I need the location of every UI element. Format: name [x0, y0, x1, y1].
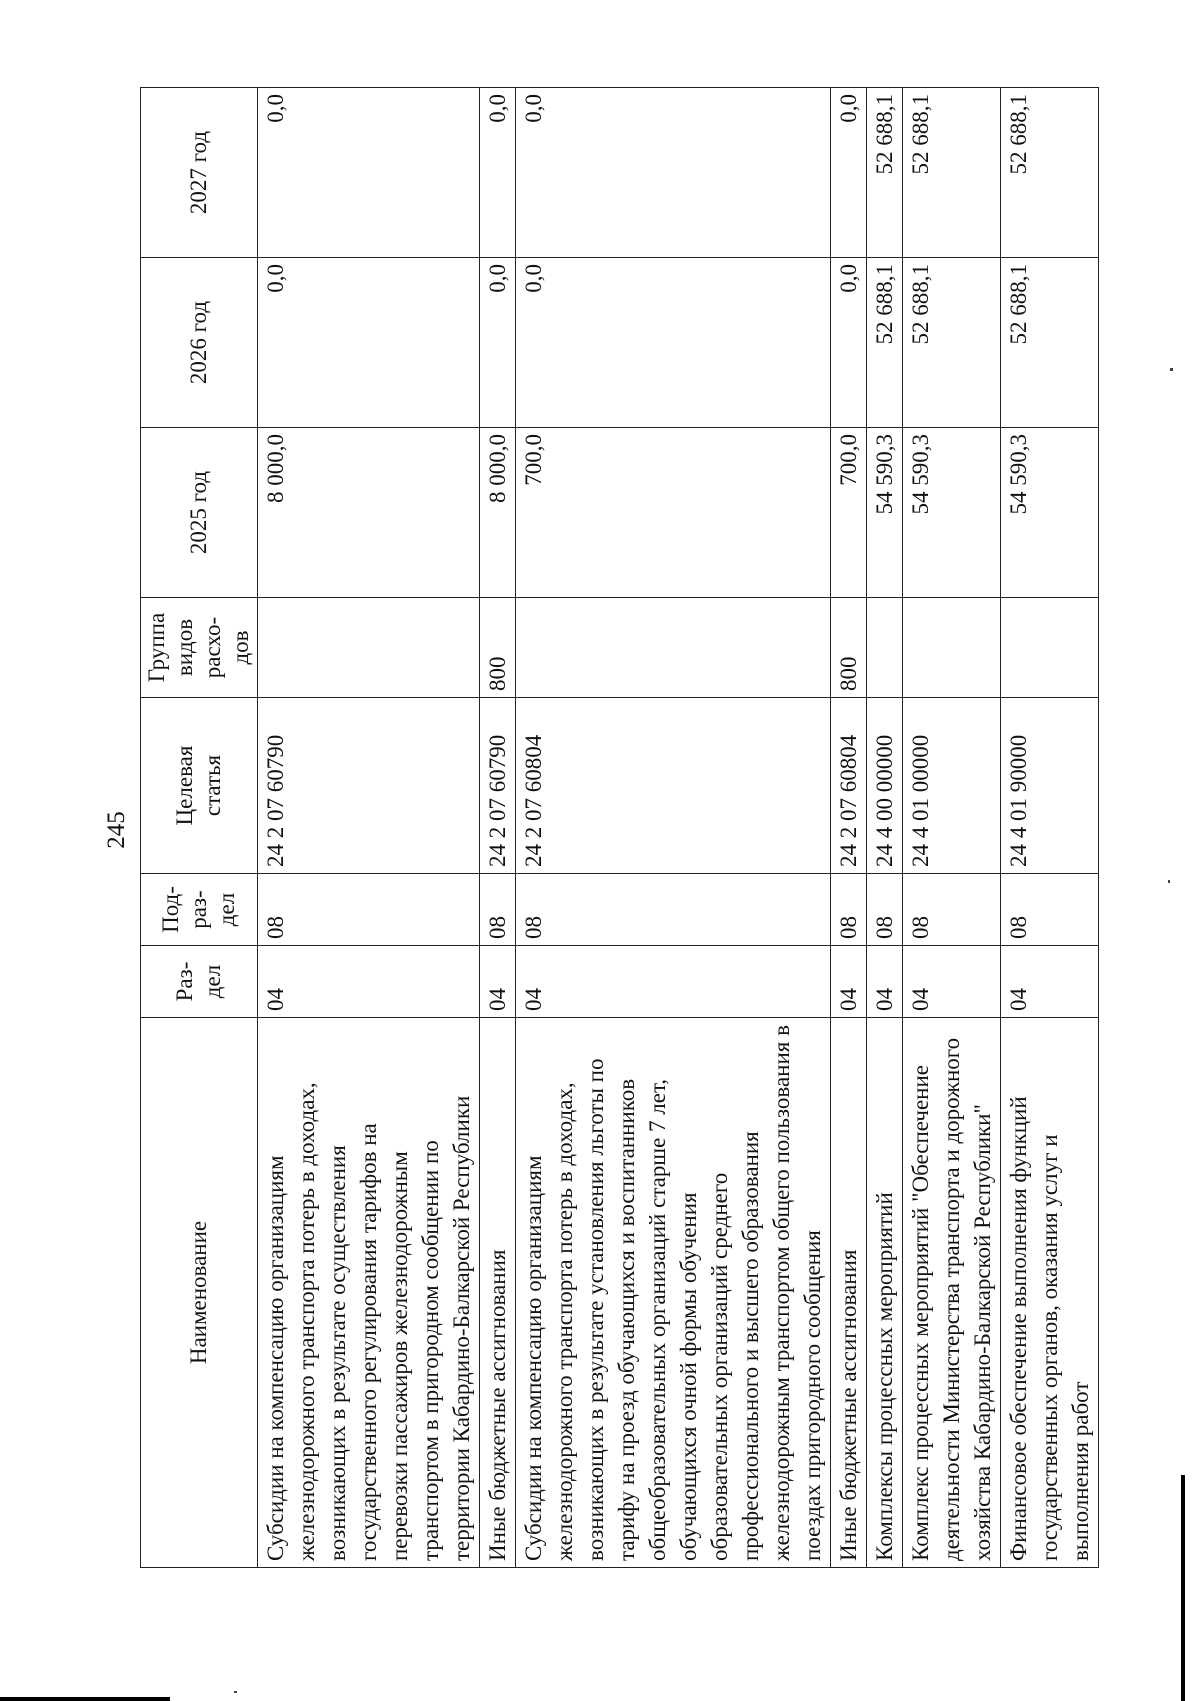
cell-group	[903, 598, 1001, 698]
table-row	[516, 88, 831, 1568]
cell-razdel: 04	[480, 946, 516, 1018]
cell-podrazdel: 08	[480, 874, 516, 946]
cell-name: Субсидии на компенсацию организациям железнодорожного транспорта потерь в доходах, возникающих в результате установления льготы по тарифу на проезд обучающихся и воспитанников общеобразовательных организаций старше 7 лет, обучающихся очной формы обучения образовательных организаций среднего профессионального и высшего образования железнодорожным транспортом общего пользования в поездах пригородного сообщения	[516, 1018, 831, 1568]
cell-podrazdel: 08	[1001, 874, 1099, 946]
header-name: Наименование	[141, 1018, 258, 1568]
cell-2027: 0,0	[258, 88, 480, 258]
cell-target: 24 4 00 00000	[867, 698, 903, 874]
budget-table	[140, 87, 1099, 1568]
cell-target: 24 4 01 00000	[903, 698, 1001, 874]
scan-speck	[1168, 880, 1170, 883]
scan-speck	[234, 1691, 237, 1693]
cell-group: 800	[831, 598, 867, 698]
cell-2025: 54 590,3	[1001, 428, 1099, 598]
header-2025: 2025 год	[141, 428, 258, 598]
page-number: 245	[103, 811, 130, 849]
cell-2027: 0,0	[516, 88, 831, 258]
cell-razdel: 04	[1001, 946, 1099, 1018]
cell-2025: 8 000,0	[258, 428, 480, 598]
header-target: Целевая статья	[141, 698, 258, 874]
cell-2026: 52 688,1	[903, 258, 1001, 428]
cell-2027: 0,0	[480, 88, 516, 258]
table-row	[258, 88, 480, 1568]
cell-2026: 52 688,1	[1001, 258, 1099, 428]
cell-target: 24 2 07 60790	[480, 698, 516, 874]
cell-name: Комплексы процессных мероприятий	[867, 1018, 903, 1568]
cell-podrazdel: 08	[516, 874, 831, 946]
cell-2025: 700,0	[831, 428, 867, 598]
cell-2026: 0,0	[480, 258, 516, 428]
cell-razdel: 04	[867, 946, 903, 1018]
cell-name: Субсидии на компенсацию организациям железнодорожного транспорта потерь в доходах, возникающих в результате осуществления государственного регулирования тарифов на перевозки пассажиров железнодорожным транспортом в пригородном сообщении по территории Кабардино-Балкарской Республики	[258, 1018, 480, 1568]
table-row	[903, 88, 1001, 1568]
cell-2025: 54 590,3	[903, 428, 1001, 598]
cell-razdel: 04	[258, 946, 480, 1018]
cell-group	[258, 598, 480, 698]
cell-name: Финансовое обеспечение выполнения функций государственных органов, оказания услуг и выполнения работ	[1001, 1018, 1099, 1568]
cell-group	[516, 598, 831, 698]
cell-2026: 0,0	[831, 258, 867, 428]
header-razdel: Раз- дел	[141, 946, 258, 1018]
cell-name: Комплекс процессных мероприятий "Обеспечение деятельности Министерства транспорта и дорожного хозяйства Кабардино-Балкарской Республики"	[903, 1018, 1001, 1568]
cell-name: Иные бюджетные ассигнования	[480, 1018, 516, 1568]
header-group: Группа видов расхо- дов	[141, 598, 258, 698]
cell-2026: 0,0	[258, 258, 480, 428]
table-row	[831, 88, 867, 1568]
scan-edge-right	[1181, 1475, 1185, 1701]
cell-podrazdel: 08	[831, 874, 867, 946]
scan-speck	[1170, 368, 1173, 371]
budget-table-container	[140, 88, 1093, 1568]
cell-name: Иные бюджетные ассигнования	[831, 1018, 867, 1568]
cell-2026: 0,0	[516, 258, 831, 428]
cell-2027: 52 688,1	[903, 88, 1001, 258]
cell-2025: 8 000,0	[480, 428, 516, 598]
table-header-row	[141, 88, 258, 1568]
cell-target: 24 2 07 60790	[258, 698, 480, 874]
cell-group: 800	[480, 598, 516, 698]
cell-2027: 52 688,1	[867, 88, 903, 258]
cell-2027: 52 688,1	[1001, 88, 1099, 258]
cell-2025: 700,0	[516, 428, 831, 598]
cell-target: 24 4 01 90000	[1001, 698, 1099, 874]
cell-2025: 54 590,3	[867, 428, 903, 598]
cell-2027: 0,0	[831, 88, 867, 258]
cell-target: 24 2 07 60804	[516, 698, 831, 874]
cell-razdel: 04	[516, 946, 831, 1018]
cell-2026: 52 688,1	[867, 258, 903, 428]
scan-edge-bottom	[0, 1697, 170, 1701]
header-2026: 2026 год	[141, 258, 258, 428]
cell-target: 24 2 07 60804	[831, 698, 867, 874]
cell-podrazdel: 08	[258, 874, 480, 946]
cell-podrazdel: 08	[903, 874, 1001, 946]
cell-group	[867, 598, 903, 698]
cell-razdel: 04	[831, 946, 867, 1018]
table-row	[480, 88, 516, 1568]
header-podrazdel: Под- раз- дел	[141, 874, 258, 946]
cell-podrazdel: 08	[867, 874, 903, 946]
cell-group	[1001, 598, 1099, 698]
cell-razdel: 04	[903, 946, 1001, 1018]
table-row	[867, 88, 903, 1568]
header-2027: 2027 год	[141, 88, 258, 258]
table-row	[1001, 88, 1099, 1568]
